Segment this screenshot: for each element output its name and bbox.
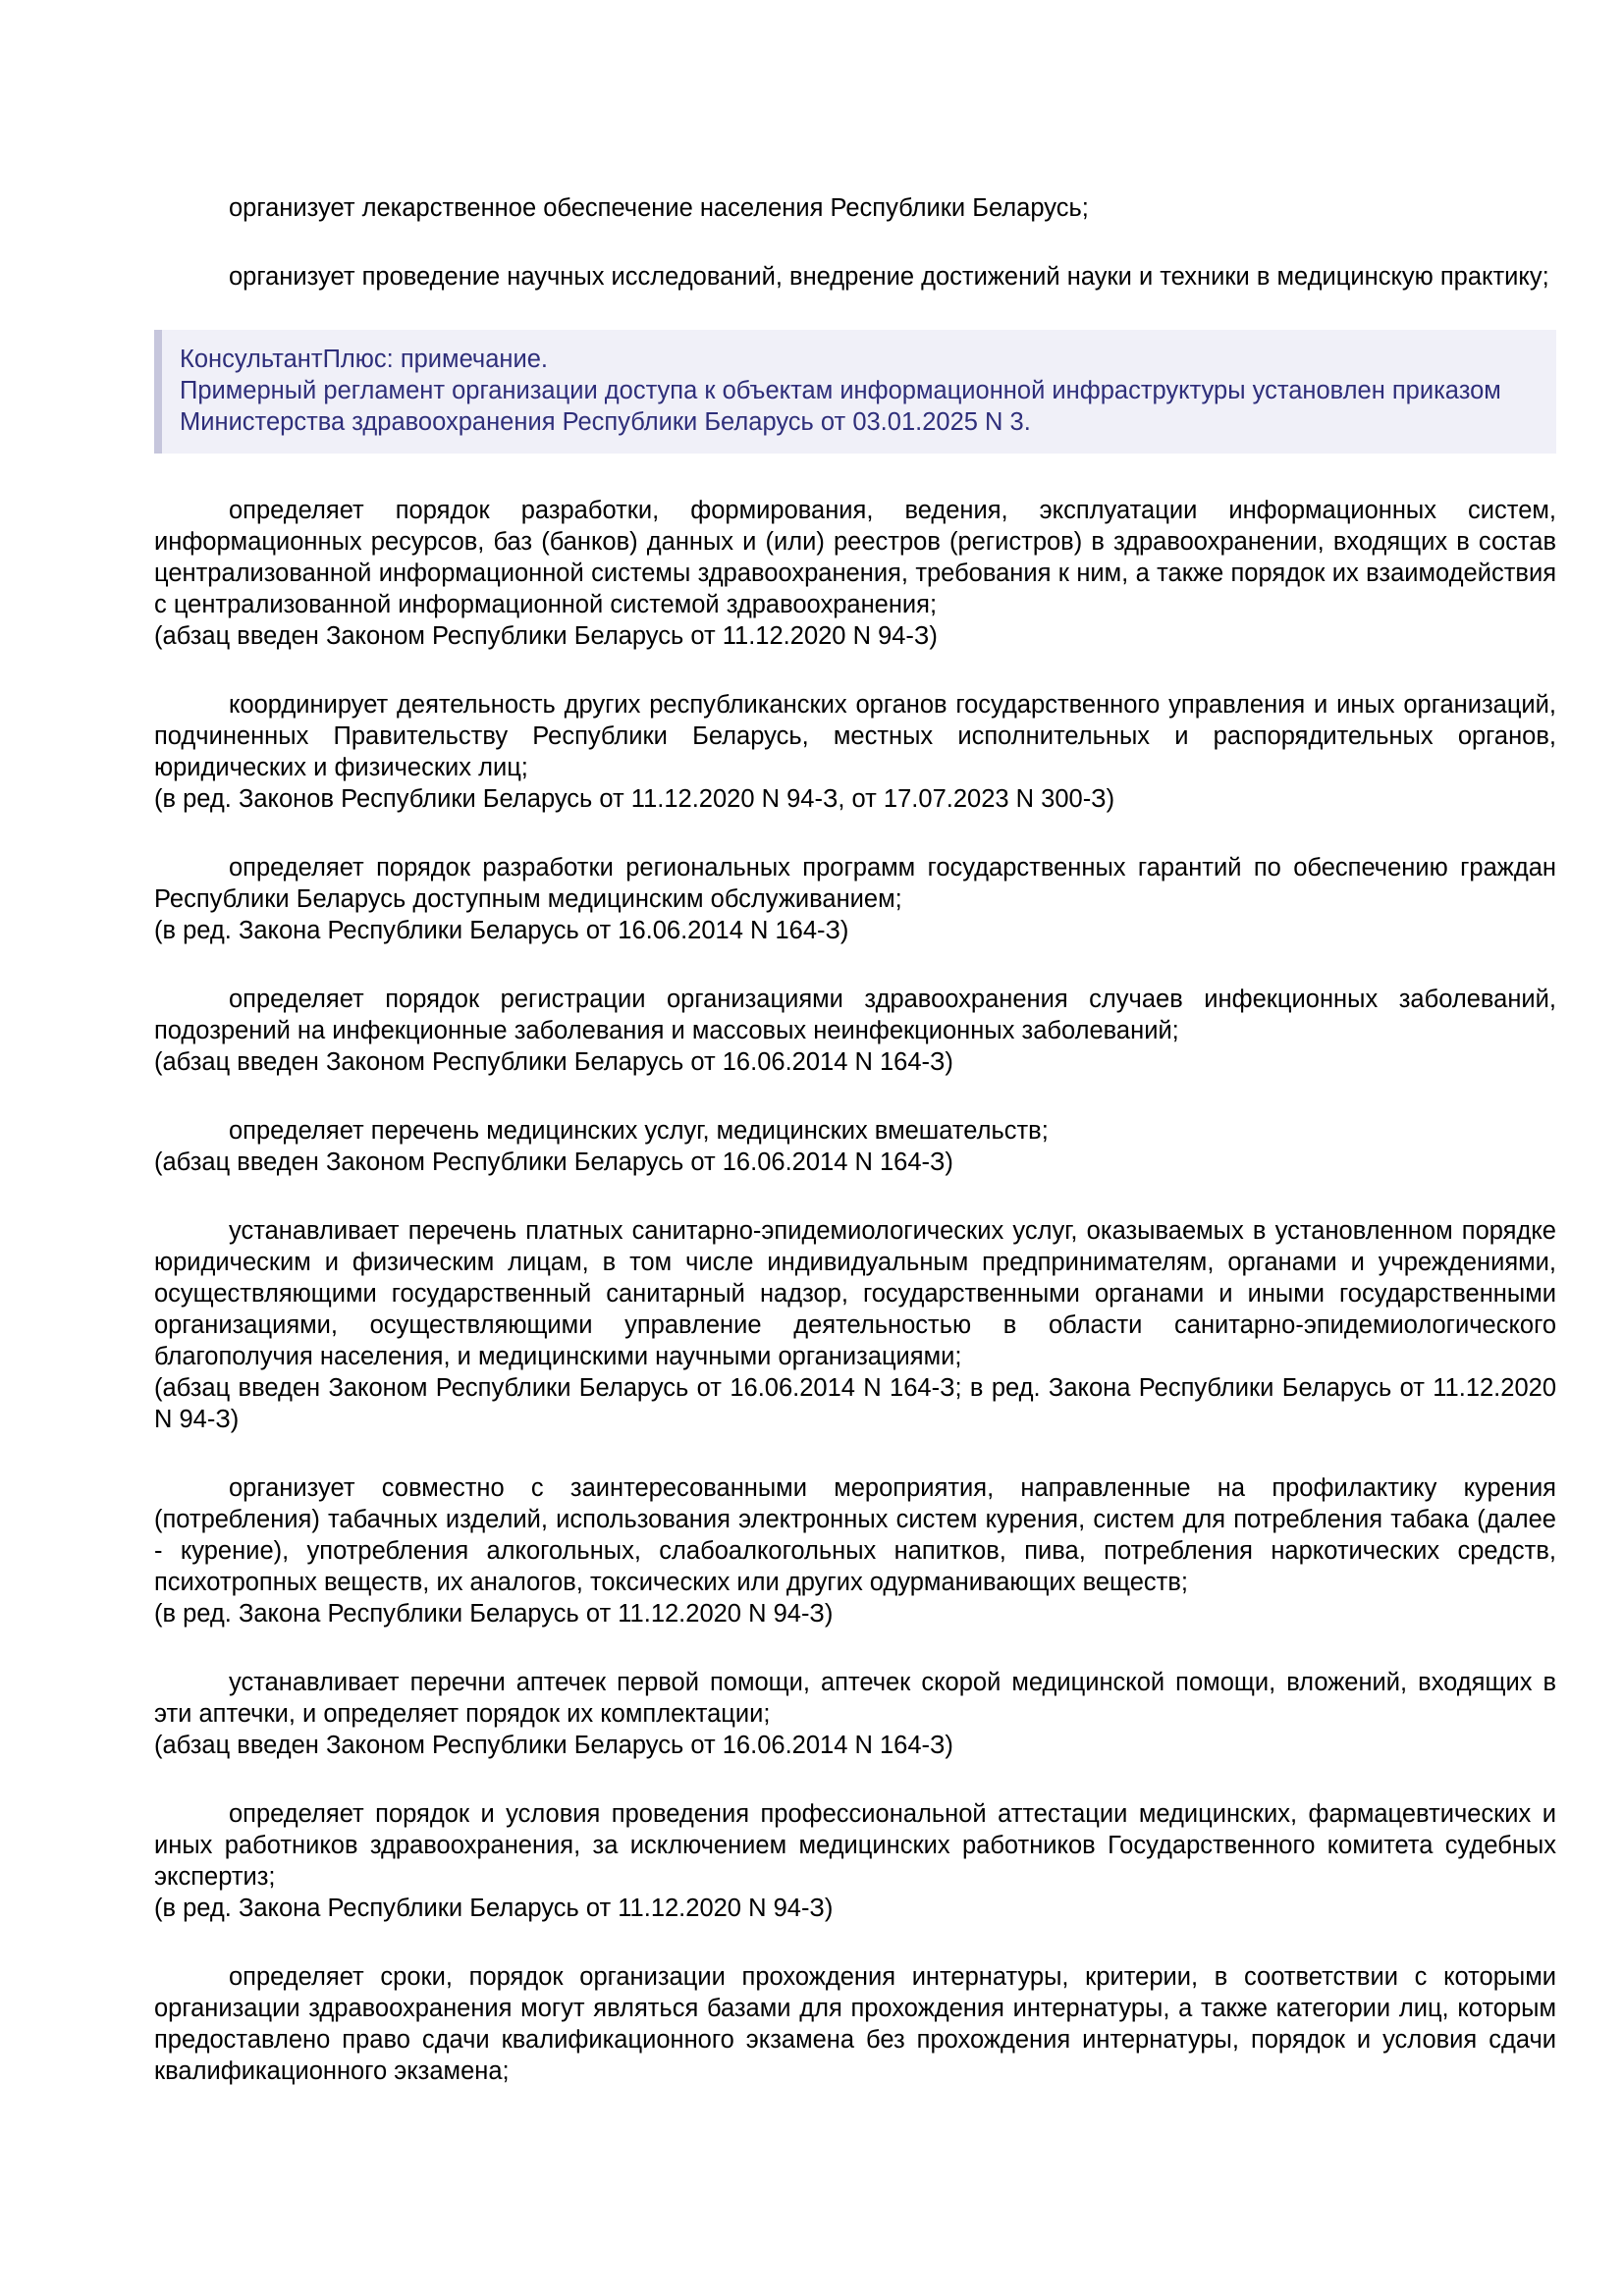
paragraph-block: [154, 689, 1556, 815]
paragraph: определяет сроки, порядок организации прохождения интернатуры, критерии, в соответствии с которыми организации здравоохранения могут являться базами для прохождения интернатуры, а также категории лиц, которым предоставлено право сдачи квалификационного экзамена без прохождения интернатуры, порядок и условия сдачи квалификационного экзамена;: [154, 1963, 1556, 2085]
amendment-link[interactable]: (в ред. Закона Республики Беларусь от 11.12.2020 N 94-З): [154, 1895, 834, 1922]
amendment-link[interactable]: (абзац введен Законом Республики Беларусь от 11.12.2020 N 94-З): [154, 622, 938, 650]
amendment-link[interactable]: (в ред. Законов Республики Беларусь от 11.12.2020 N 94-З, от 17.07.2023 N 300-З): [154, 785, 1115, 813]
paragraph-block: [154, 1961, 1556, 2087]
paragraph: определяет порядок разработки региональных программ государственных гарантий по обеспечению граждан Республики Беларусь доступным медицинским обслуживанием;: [154, 854, 1556, 913]
consultant-note: [154, 330, 1556, 454]
paragraph: определяет порядок разработки, формирования, ведения, эксплуатации информационных систем, информационных ресурсов, баз (банков) данных и (или) реестров (регистров) в здравоохранении, входящих в состав централизованной информационной системы здравоохранения, требования к ним, а также порядок их взаимодействия с централизованной информационной системой здравоохранения;: [154, 497, 1556, 618]
amendment-link[interactable]: (абзац введен Законом Республики Беларусь от 16.06.2014 N 164-З; в ред. Закона Республики Беларусь от 11.12.2020 N 94-З): [154, 1374, 1556, 1433]
paragraph: определяет порядок и условия проведения профессиональной аттестации медицинских, фармацевтических и иных работников здравоохранения, за исключением медицинских работников Государственного комитета судебных экспертиз;: [154, 1800, 1556, 1891]
paragraph: определяет перечень медицинских услуг, медицинских вмешательств;: [229, 1117, 1049, 1145]
paragraph-block: [154, 1115, 1556, 1178]
paragraph: организует проведение научных исследований, внедрение достижений науки и техники в медицинскую практику;: [229, 263, 1549, 291]
paragraph-block: [154, 1798, 1556, 1924]
paragraph-block: [154, 495, 1556, 652]
paragraph: координирует деятельность других республиканских органов государственного управления и иных организаций, подчиненных Правительству Республики Беларусь, местных исполнительных и распорядительных органов, юридических и физических лиц;: [154, 691, 1556, 781]
amendment-link[interactable]: (абзац введен Законом Республики Беларусь от 16.06.2014 N 164-З): [154, 1048, 953, 1076]
amendment-link[interactable]: (абзац введен Законом Республики Беларусь от 16.06.2014 N 164-З): [154, 1148, 953, 1176]
paragraph: устанавливает перечни аптечек первой помощи, аптечек скорой медицинской помощи, вложений, входящих в эти аптечки, и определяет порядок их комплектации;: [154, 1669, 1556, 1728]
paragraph: организует лекарственное обеспечение населения Республики Беларусь;: [229, 194, 1089, 222]
paragraph-block: [154, 261, 1556, 293]
paragraph: определяет порядок регистрации организациями здравоохранения случаев инфекционных заболеваний, подозрений на инфекционные заболевания и массовых неинфекционных заболеваний;: [154, 986, 1556, 1044]
document-page: [154, 192, 1556, 2124]
note-text: Примерный регламент организации доступа к объектам информационной инфраструктуры установлен приказом Министерства здравоохранения Республики Беларусь от 03.01.2025 N 3.: [180, 377, 1501, 436]
paragraph-block: [154, 852, 1556, 946]
paragraph-block: [154, 1472, 1556, 1629]
paragraph-block: [154, 984, 1556, 1078]
paragraph-block: [154, 192, 1556, 224]
paragraph-block: [154, 1667, 1556, 1761]
amendment-link[interactable]: (в ред. Закона Республики Беларусь от 16.06.2014 N 164-З): [154, 917, 849, 944]
amendment-link[interactable]: (в ред. Закона Республики Беларусь от 11.12.2020 N 94-З): [154, 1600, 834, 1628]
amendment-link[interactable]: (абзац введен Законом Республики Беларусь от 16.06.2014 N 164-З): [154, 1732, 953, 1759]
paragraph: организует совместно с заинтересованными мероприятия, направленные на профилактику курения (потребления) табачных изделий, использования электронных систем курения, систем для потребления табака (далее - курение), употребления алкогольных, слабоалкогольных напитков, пива, потребления наркотических средств, психотропных веществ, их аналогов, токсических или других одурманивающих веществ;: [154, 1474, 1556, 1596]
note-heading: КонсультантПлюс: примечание.: [180, 346, 548, 373]
paragraph-block: [154, 1215, 1556, 1435]
paragraph: устанавливает перечень платных санитарно-эпидемиологических услуг, оказываемых в установленном порядке юридическим и физическим лицам, в том числе индивидуальным предпринимателям, органами и учреждениями, осуществляющими государственный санитарный надзор, государственными органами и иными государственными организациями, осуществляющими управление деятельностью в области санитарно-эпидемиологического благополучия населения, и медицинскими научными организациями;: [154, 1217, 1556, 1370]
